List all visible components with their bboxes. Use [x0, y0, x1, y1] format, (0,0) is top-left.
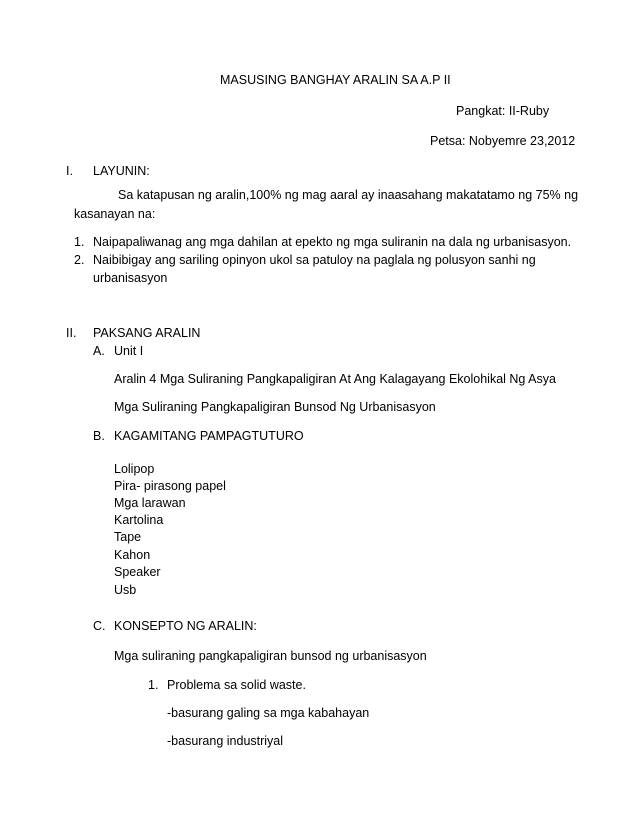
objective-text: urbanisasyon — [93, 271, 168, 285]
list-number: 1. — [74, 235, 85, 249]
material-item: Speaker — [114, 565, 161, 579]
list-number: 1. — [148, 678, 159, 692]
objective-text: Naibibigay ang sariling opinyon ukol sa patuloy na paglala ng polusyon sanhi ng — [93, 253, 536, 267]
document-title: MASUSING BANGHAY ARALIN SA A.P II — [220, 73, 451, 87]
subsection-letter: B. — [93, 429, 105, 443]
objective-text: Naipapaliwanag ang mga dahilan at epekto ng mga suliranin na dala ng urbanisasyon. — [93, 235, 572, 249]
material-item: Pira- pirasong papel — [114, 479, 226, 493]
section-numeral: I. — [66, 164, 73, 178]
section-heading: LAYUNIN: — [93, 164, 150, 178]
section-numeral: II. — [66, 326, 77, 340]
concept-point: -basurang galing sa mga kabahayan — [167, 706, 370, 720]
intro-paragraph-line: kasanayan na: — [74, 207, 156, 221]
lesson-line: Aralin 4 Mga Suliraning Pangkapaligiran At Ang Kalagayang Ekolohikal Ng Asya — [114, 372, 556, 386]
intro-paragraph-line: Sa katapusan ng aralin,100% ng mag aaral ay inaasahang makatatamo ng 75% ng — [118, 188, 579, 202]
subsection-label: KONSEPTO NG ARALIN: — [114, 619, 257, 633]
subsection-label: KAGAMITANG PAMPAGTUTURO — [114, 429, 304, 443]
pangkat-label: Pangkat: II-Ruby — [456, 104, 550, 118]
subsection-label: Unit I — [114, 344, 144, 358]
concept-intro: Mga suliraning pangkapaligiran bunsod ng urbanisasyon — [114, 649, 427, 663]
material-item: Mga larawan — [114, 496, 186, 510]
material-item: Usb — [114, 583, 137, 597]
material-item: Tape — [114, 530, 142, 544]
concept-point: -basurang industriyal — [167, 734, 284, 748]
list-number: 2. — [74, 253, 85, 267]
subsection-letter: A. — [93, 344, 105, 358]
lesson-line: Mga Suliraning Pangkapaligiran Bunsod Ng Urbanisasyon — [114, 400, 436, 414]
section-heading: PAKSANG ARALIN — [93, 326, 201, 340]
concept-subheading: Problema sa solid waste. — [167, 678, 306, 692]
petsa-label: Petsa: Nobyemre 23,2012 — [430, 134, 576, 148]
material-item: Kahon — [114, 548, 151, 562]
subsection-letter: C. — [93, 619, 106, 633]
material-item: Lolipop — [114, 462, 155, 476]
material-item: Kartolina — [114, 513, 164, 527]
